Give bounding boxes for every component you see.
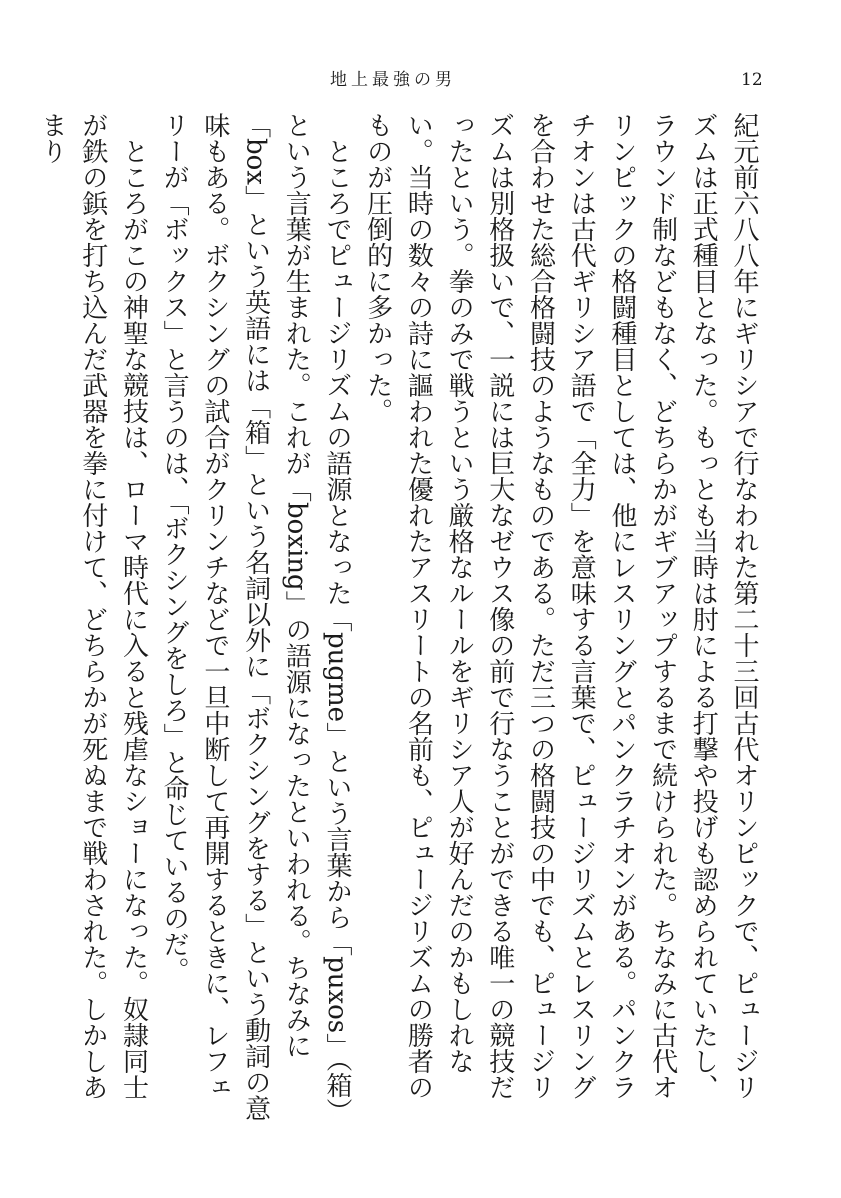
paragraph-roman-era: ところがこの神聖な競技は、ローマ時代に入ると残虐なショーになった。奴隷同士が鉄の鋲を打ち込んだ武器を拳に付けて、どちらかが死ぬまで戦わされた。しかしあまり	[37, 112, 149, 1100]
vertical-body-text	[37, 112, 764, 1122]
running-title: 地上最強の男	[330, 70, 456, 90]
paragraph-olympic-history: 紀元前六八八年にギリシアで行なわれた第二十三回古代オリンピックで、ピュージリズムは正式種目となった。もっとも当時は肘による打撃や投げも認められていたし、ラウンド制などもなく、どちらかがギブアップするまで続けられた。ちなみに古代オリンピックの格闘種目としては、他にレスリングとパンクラチオンがある。パンクラチオンは古代ギリシア語で「全力」を意味する言葉で、ピュージリズムとレスリングを合わせた総合格闘技のようなものである。ただ三つの格闘技の中でも、ピュージリズムは別格扱いで、一説には巨大なゼウス像の前で行なうことができる唯一の競技だったという。拳のみで戦うという厳格なルールをギリシア人が好んだのかもしれない。当時の数々の詩に謳われた優れたアスリートの名前も、ピュージリズムの勝者のものが圧倒的に多かった。	[362, 112, 759, 1100]
page-number: 12	[741, 70, 763, 90]
paragraph-boxing-etymology: ところでピュージリズムの語源となった「pugme」という言葉から「puxos」（箱）という言葉が生まれた。これが「boxing」の語源になったといわれる。ちなみに「box」という英語には「箱」という名詞以外に「ボクシングをする」という動詞の意味もある。ボクシングの試合がクリンチなどで一旦中断して再開するときに、レフェリーが「ボックス」と言うのは、「ボクシングをしろ」と命じているのだ。	[159, 112, 352, 1121]
